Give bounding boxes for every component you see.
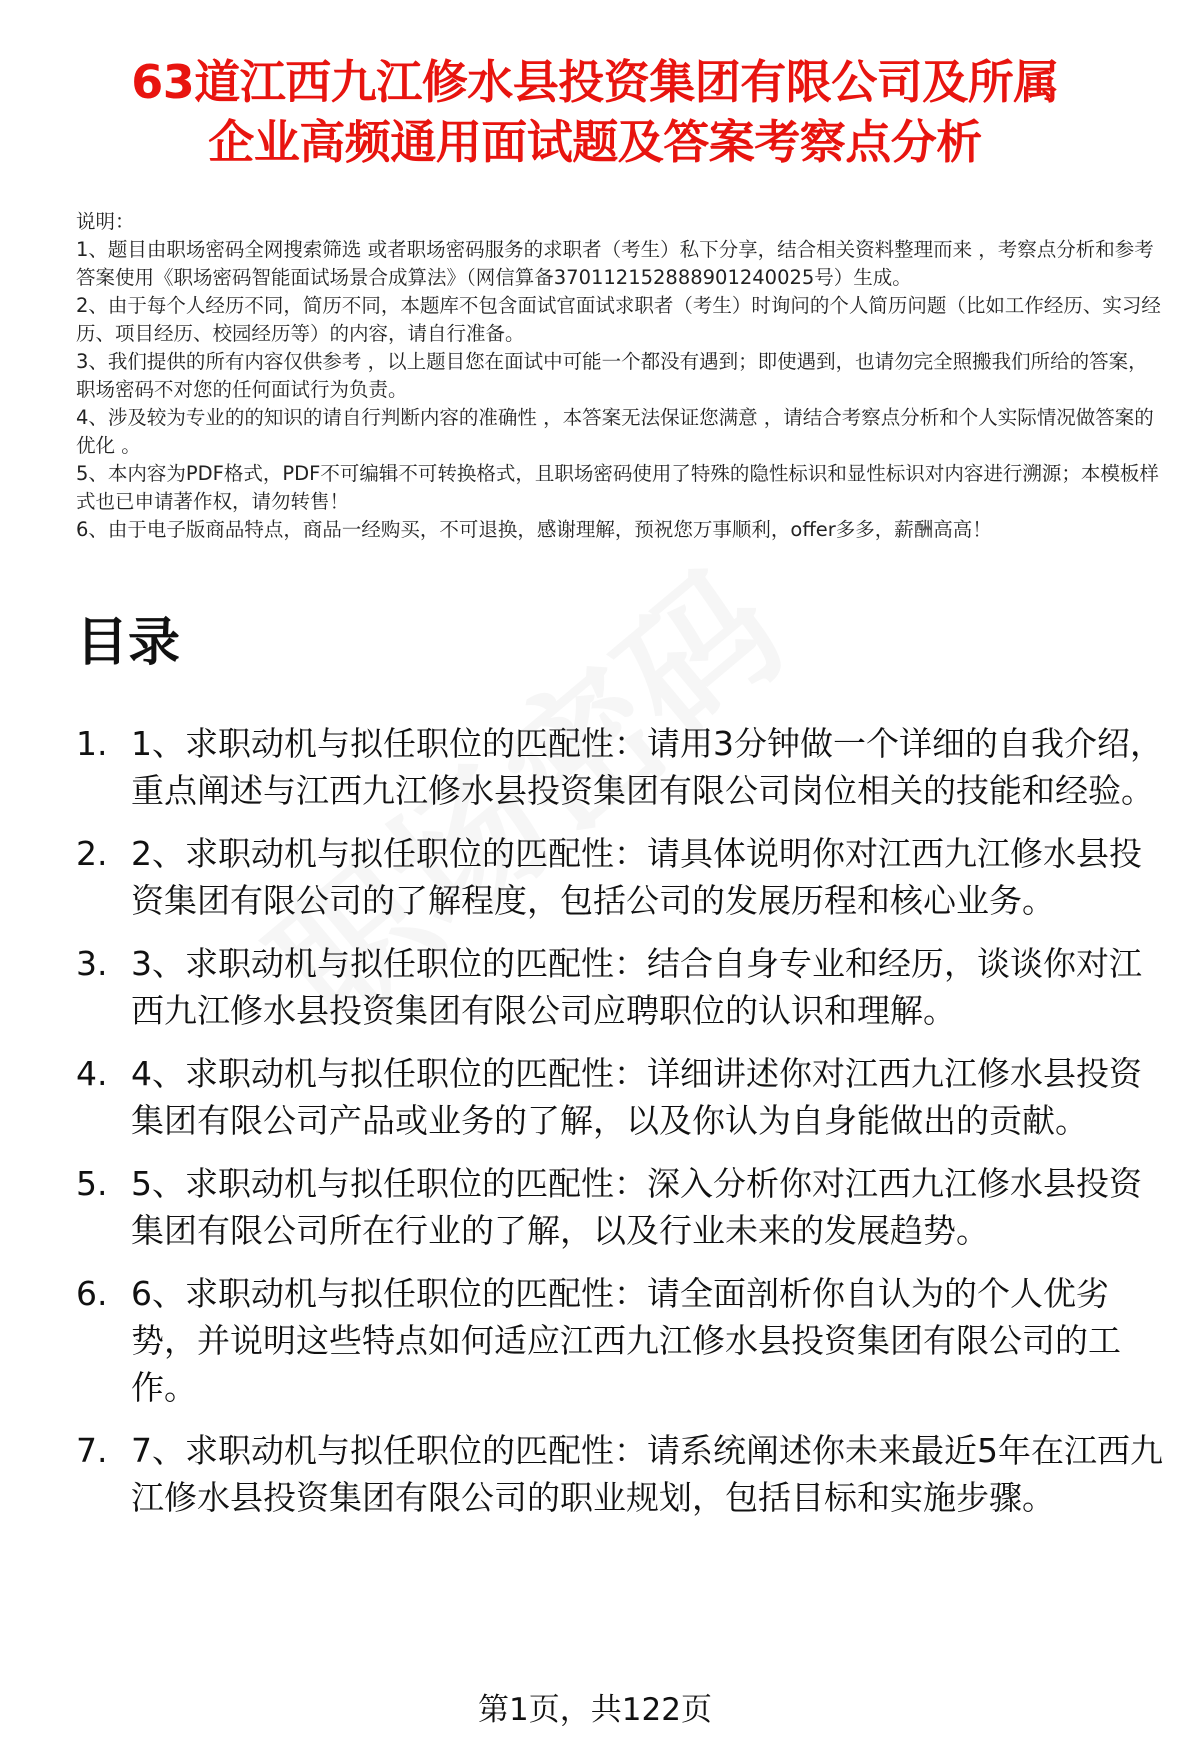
- toc-item-number: 5.: [76, 1164, 108, 1203]
- note-item: 2、由于每个人经历不同，简历不同，本题库不包含面试官面试求职者（考生）时询问的个人简历问题（比如工作经历、实习经历、项目经历、校园经历等）的内容，请自行准备。: [76, 294, 1161, 345]
- toc-item[interactable]: [76, 830, 1171, 924]
- toc-item[interactable]: [76, 720, 1171, 814]
- toc-item-text[interactable]: 3、求职动机与拟任职位的匹配性：结合自身专业和经历，谈谈你对江西九江修水县投资集团有限公司应聘职位的认识和理解。: [131, 944, 1142, 1030]
- title-line-1: 63道江西九江修水县投资集团有限公司及所属: [131, 55, 1059, 109]
- toc-item-text[interactable]: 5、求职动机与拟任职位的匹配性：深入分析你对江西九江修水县投资集团有限公司所在行业的了解，以及行业未来的发展趋势。: [131, 1164, 1142, 1250]
- toc-item-text[interactable]: 2、求职动机与拟任职位的匹配性：请具体说明你对江西九江修水县投资集团有限公司的了解程度，包括公司的发展历程和核心业务。: [131, 834, 1142, 920]
- toc-item[interactable]: [76, 1160, 1171, 1254]
- note-item: 5、本内容为PDF格式，PDF不可编辑不可转换格式，且职场密码使用了特殊的隐性标识和显性标识对内容进行溯源；本模板样式也已申请著作权，请勿转售！: [76, 462, 1159, 513]
- toc-item[interactable]: [76, 940, 1171, 1034]
- note-item: 1、题目由职场密码全网搜索筛选 或者职场密码服务的求职者（考生）私下分享，结合相关资料整理而来 ，考察点分析和参考答案使用《职场密码智能面试场景合成算法》（网信算备370112152888901240025号）生成。: [76, 238, 1154, 289]
- toc-item-text[interactable]: 4、求职动机与拟任职位的匹配性：详细讲述你对江西九江修水县投资集团有限公司产品或业务的了解，以及你认为自身能做出的贡献。: [131, 1054, 1142, 1140]
- page-footer: 第1页，共122页: [478, 1692, 712, 1728]
- note-item: 3、我们提供的所有内容仅供参考 ，以上题目您在面试中可能一个都没有遇到；即使遇到，也请勿完全照搬我们所给的答案，职场密码不对您的任何面试行为负责。: [76, 350, 1148, 401]
- toc-item-number: 2.: [76, 834, 108, 873]
- toc-item-number: 3.: [76, 944, 108, 983]
- toc-item-number: 4.: [76, 1054, 108, 1093]
- note-item: 6、由于电子版商品特点，商品一经购买，不可退换，感谢理解，预祝您万事顺利，offer多多，薪酬高高！: [76, 518, 992, 541]
- toc-item-text[interactable]: 7、求职动机与拟任职位的匹配性：请系统阐述你未来最近5年在江西九江修水县投资集团有限公司的职业规划，包括目标和实施步骤。: [131, 1431, 1163, 1517]
- toc-item-number: 6.: [76, 1274, 108, 1313]
- toc-item-text[interactable]: 6、求职动机与拟任职位的匹配性：请全面剖析你自认为的个人优劣势，并说明这些特点如何适应江西九江修水县投资集团有限公司的工作。: [131, 1274, 1121, 1407]
- toc-item[interactable]: [76, 1427, 1171, 1521]
- toc-item-number: 7.: [76, 1431, 108, 1470]
- notes-heading: 说明：: [76, 210, 135, 233]
- toc-item[interactable]: [76, 1050, 1171, 1144]
- notes-section: [76, 208, 1166, 544]
- title-line-2: 企业高频通用面试题及答案考察点分析: [208, 115, 982, 169]
- toc-item-number: 1.: [76, 724, 108, 763]
- toc-heading: 目录: [76, 613, 181, 673]
- document-title: [60, 52, 1130, 172]
- toc-item-text[interactable]: 1、求职动机与拟任职位的匹配性：请用3分钟做一个详细的自我介绍，重点阐述与江西九江修水县投资集团有限公司岗位相关的技能和经验。: [131, 724, 1163, 810]
- toc-item[interactable]: [76, 1270, 1171, 1411]
- note-item: 4、涉及较为专业的的知识的请自行判断内容的准确性 ，本答案无法保证您满意 ，请结合考察点分析和个人实际情况做答案的优化 。: [76, 406, 1154, 457]
- table-of-contents: [76, 720, 1171, 1537]
